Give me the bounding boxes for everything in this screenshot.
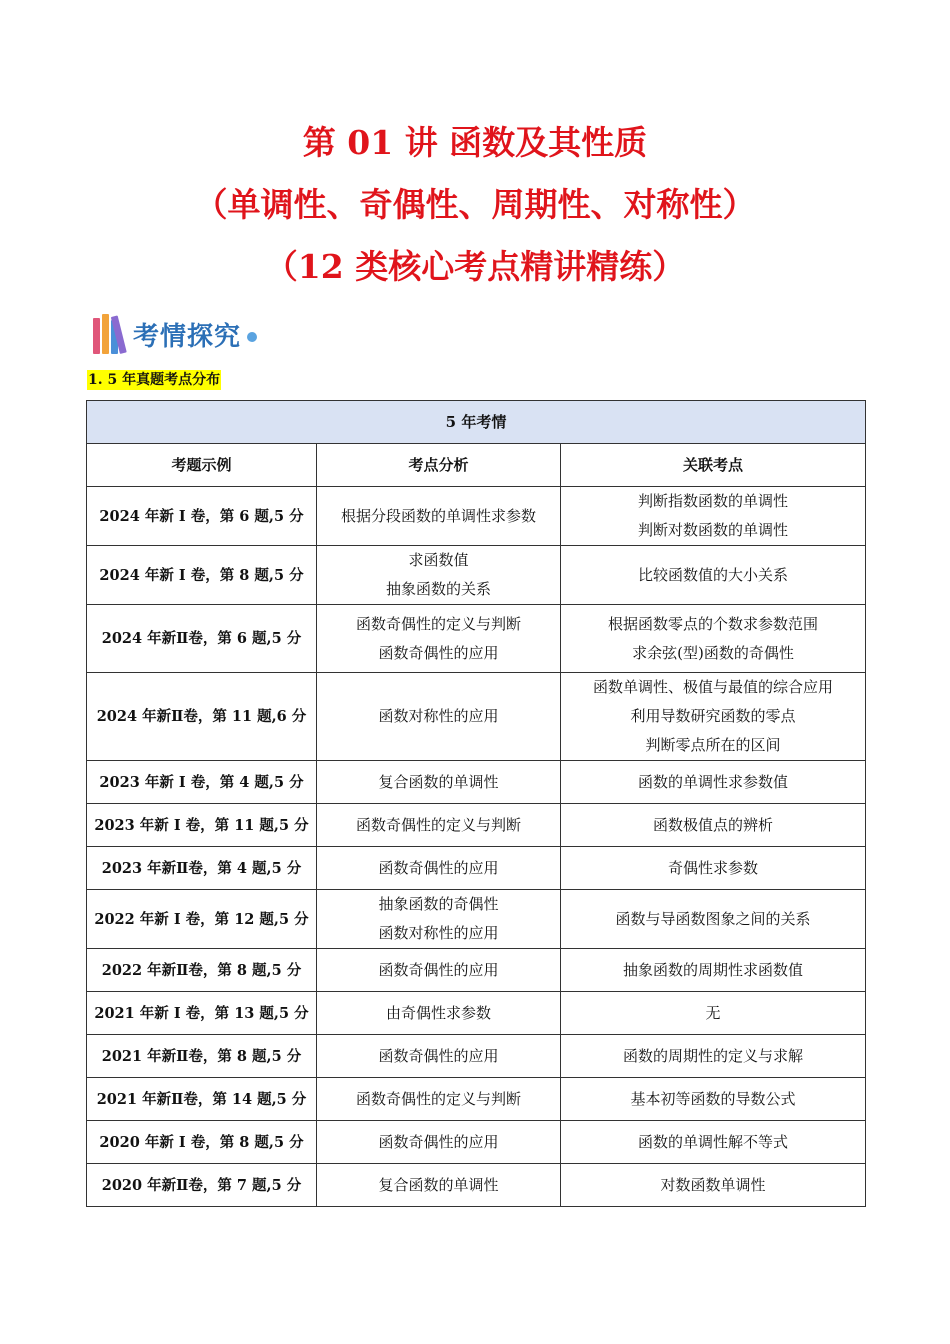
related-line: 函数与导函数图象之间的关系 [615, 909, 811, 928]
badge-title: 考情探究 [133, 321, 242, 352]
related-line: 函数的单调性解不等式 [638, 1132, 789, 1151]
analysis-line: 函数奇偶性的应用 [378, 1046, 499, 1065]
question-cell: 2020 年新 I 卷，第 8 题,5 分 [87, 1121, 317, 1164]
analysis-line: 函数奇偶性的定义与判断 [355, 815, 521, 834]
related-cell [561, 890, 866, 949]
related-line: 根据函数零点的个数求参数范围 [608, 614, 819, 633]
related-cell [561, 847, 866, 890]
related-line: 判断指数函数的单调性 [638, 492, 789, 510]
table-row [87, 487, 866, 546]
analysis-cell [317, 1121, 561, 1164]
page-subtitle: （单调性、奇偶性、周期性、对称性） [194, 185, 756, 224]
analysis-cell [317, 847, 561, 890]
analysis-cell [317, 546, 561, 605]
exam-table [86, 400, 866, 1207]
table-row [87, 992, 866, 1035]
related-line: 函数单调性、极值与最值的综合应用 [593, 678, 834, 696]
table-row [87, 949, 866, 992]
related-cell [561, 804, 866, 847]
column-header-related: 关联考点 [561, 444, 866, 487]
table-row [87, 847, 866, 890]
related-line: 判断对数函数的单调性 [638, 521, 789, 539]
analysis-line: 函数奇偶性的应用 [378, 858, 499, 877]
analysis-line: 抽象函数的奇偶性 [378, 895, 499, 913]
analysis-cell [317, 890, 561, 949]
question-cell: 2021 年新Ⅱ卷，第 8 题,5 分 [87, 1035, 317, 1078]
related-cell [561, 673, 866, 761]
question-cell: 2022 年新 I 卷，第 12 题,5 分 [87, 890, 317, 949]
related-cell [561, 546, 866, 605]
analysis-cell [317, 949, 561, 992]
table-row [87, 1164, 866, 1207]
analysis-line: 复合函数的单调性 [378, 1175, 499, 1194]
page-subtitle-2: （12 类核心考点精讲精练） [264, 247, 686, 286]
question-cell: 2024 年新 I 卷，第 6 题,5 分 [87, 487, 317, 546]
analysis-cell [317, 1035, 561, 1078]
table-row [87, 605, 866, 673]
question-cell: 2024 年新Ⅱ卷，第 6 题,5 分 [87, 605, 317, 673]
related-cell [561, 487, 866, 546]
section-badge [93, 312, 257, 356]
question-cell: 2023 年新Ⅱ卷，第 4 题,5 分 [87, 847, 317, 890]
analysis-cell [317, 761, 561, 804]
related-line: 函数的单调性求参数值 [638, 772, 789, 791]
related-line: 比较函数值的大小关系 [638, 565, 789, 584]
related-line: 函数极值点的辨析 [653, 815, 774, 834]
question-cell: 2024 年新Ⅱ卷，第 11 题,6 分 [87, 673, 317, 761]
analysis-cell [317, 1078, 561, 1121]
question-cell: 2024 年新 I 卷，第 8 题,5 分 [87, 546, 317, 605]
analysis-line: 函数奇偶性的应用 [378, 960, 499, 979]
related-line: 抽象函数的周期性求函数值 [623, 960, 804, 979]
related-line: 奇偶性求参数 [668, 858, 759, 877]
table-row [87, 890, 866, 949]
related-cell [561, 1035, 866, 1078]
analysis-line: 函数奇偶性的定义与判断 [355, 614, 521, 633]
column-header-question: 考题示例 [87, 444, 317, 487]
related-cell [561, 1078, 866, 1121]
related-cell [561, 949, 866, 992]
table-caption: 5 年考情 [87, 401, 866, 444]
table-row [87, 1035, 866, 1078]
analysis-line: 求函数值 [408, 551, 469, 569]
related-cell [561, 1121, 866, 1164]
question-cell: 2023 年新 I 卷，第 11 题,5 分 [87, 804, 317, 847]
related-line: 函数的周期性的定义与求解 [623, 1046, 804, 1065]
table-row [87, 546, 866, 605]
related-cell [561, 992, 866, 1035]
analysis-cell [317, 804, 561, 847]
analysis-line: 抽象函数的关系 [385, 580, 491, 598]
table-row [87, 1078, 866, 1121]
analysis-line: 函数奇偶性的应用 [378, 1132, 499, 1151]
related-cell [561, 761, 866, 804]
related-line: 对数函数单调性 [660, 1175, 766, 1194]
page-title: 第 01 讲 函数及其性质 [302, 123, 648, 162]
analysis-line: 由奇偶性求参数 [385, 1003, 491, 1022]
related-line: 基本初等函数的导数公式 [630, 1089, 796, 1108]
books-icon [93, 314, 129, 354]
question-cell: 2022 年新Ⅱ卷，第 8 题,5 分 [87, 949, 317, 992]
question-cell: 2021 年新Ⅱ卷，第 14 题,5 分 [87, 1078, 317, 1121]
question-cell: 2023 年新 I 卷，第 4 题,5 分 [87, 761, 317, 804]
analysis-line: 函数对称性的应用 [378, 924, 499, 942]
table-row [87, 804, 866, 847]
related-line: 求余弦(型)函数的奇偶性 [632, 643, 794, 662]
table-row [87, 761, 866, 804]
analysis-line: 函数奇偶性的定义与判断 [355, 1089, 521, 1108]
related-line: 无 [705, 1003, 721, 1022]
analysis-line: 根据分段函数的单调性求参数 [340, 506, 536, 525]
related-cell [561, 1164, 866, 1207]
badge-dot-icon [247, 332, 257, 342]
analysis-cell [317, 605, 561, 673]
analysis-line: 函数奇偶性的应用 [378, 643, 499, 662]
related-cell [561, 605, 866, 673]
question-cell: 2020 年新Ⅱ卷，第 7 题,5 分 [87, 1164, 317, 1207]
analysis-cell [317, 673, 561, 761]
analysis-cell [317, 1164, 561, 1207]
analysis-line: 复合函数的单调性 [378, 772, 499, 791]
title-block [0, 112, 950, 298]
related-line: 判断零点所在的区间 [645, 736, 781, 754]
table-row [87, 1121, 866, 1164]
analysis-line: 函数对称性的应用 [378, 707, 499, 725]
section-heading: 1. 5 年真题考点分布 [88, 372, 221, 388]
table-row [87, 673, 866, 761]
column-header-analysis: 考点分析 [317, 444, 561, 487]
related-line: 利用导数研究函数的零点 [630, 707, 796, 725]
question-cell: 2021 年新 I 卷，第 13 题,5 分 [87, 992, 317, 1035]
analysis-cell [317, 487, 561, 546]
analysis-cell [317, 992, 561, 1035]
